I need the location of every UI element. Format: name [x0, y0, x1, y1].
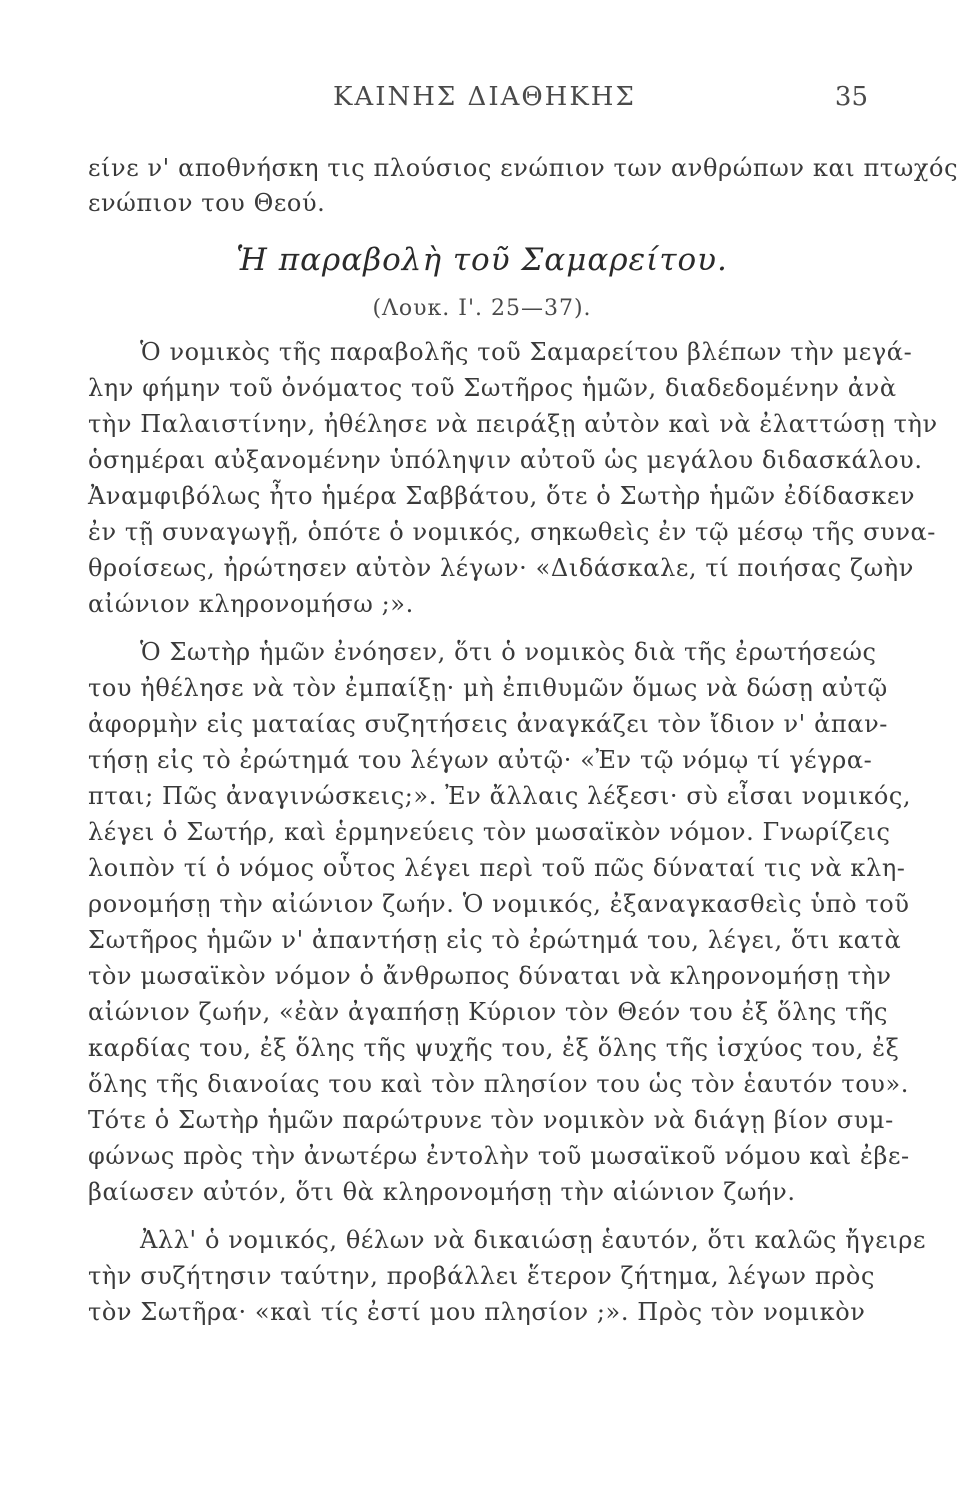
text-line: λοιπὸν τί ὁ νόμος οὗτος λέγει περὶ τοῦ πῶς δύναταί τις νὰ κλη-: [88, 854, 906, 882]
text-line: Ἀλλ' ὁ νομικός, θέλων νὰ δικαιώσῃ ἑαυτόν, ὅτι καλῶς ἤγειρε: [140, 1226, 926, 1254]
text-line: τὴν συζήτησιν ταύτην, προβάλλει ἕτερον ζήτημα, λέγων πρὸς: [88, 1262, 876, 1290]
text-line: ἐν τῇ συναγωγῇ, ὁπότε ὁ νομικός, σηκωθεὶς ἐν τῷ μέσῳ τῆς συνα-: [88, 518, 937, 546]
text-line: τὴν Παλαιστίνην, ἠθέλησε νὰ πειράξῃ αὐτὸν καὶ νὰ ἐλαττώσῃ τὴν: [88, 410, 938, 438]
text-line: βαίωσεν αὐτόν, ὅτι θὰ κληρονομήσῃ τὴν αἰώνιον ζωήν.: [88, 1178, 796, 1206]
text-line: ὅλης τῆς διανοίας του καὶ τὸν πλησίον του ὡς τὸν ἑαυτόν του».: [88, 1070, 909, 1098]
page-number: 35: [834, 82, 868, 112]
text-line: Ἀναμφιβόλως ἦτο ἡμέρα Σαββάτου, ὅτε ὁ Σωτὴρ ἡμῶν ἐδίδασκεν: [88, 482, 916, 510]
text-line: αἰώνιον ζωήν, «ἐὰν ἀγαπήσῃ Κύριον τὸν Θεόν του ἐξ ὅλης τῆς: [88, 998, 889, 1026]
text-line: λέγει ὁ Σωτήρ, καὶ ἑρμηνεύεις τὸν μωσαϊκὸν νόμον. Γνωρίζεις: [88, 818, 891, 846]
text-line: Ὁ νομικὸς τῆς παραβολῆς τοῦ Σαμαρείτου βλέπων τὴν μεγά-: [140, 338, 913, 366]
running-head: [88, 82, 868, 118]
text-line: αἰώνιον κληρονομήσω ;».: [88, 590, 414, 618]
running-head-title: ΚΑΙΝΗΣ ΔΙΑΘΗΚΗΣ: [333, 82, 636, 112]
text-line: ἀφορμὴν εἰς ματαίας συζητήσεις ἀναγκάζει τὸν ἴδιον ν' ἀπαν-: [88, 710, 888, 738]
text-line: Σωτῆρος ἡμῶν ν' ἀπαντήσῃ εἰς τὸ ἐρώτημά του, λέγει, ὅτι κατὰ: [88, 926, 902, 954]
text-line: τὸν μωσαϊκὸν νόμον ὁ ἄνθρωπος δύναται νὰ κληρονομήσῃ τὴν: [88, 962, 892, 990]
text-line: Ὁ Σωτὴρ ἡμῶν ἐνόησεν, ὅτι ὁ νομικὸς διὰ τῆς ἐρωτήσεώς: [140, 638, 877, 666]
text-line: τὸν Σωτῆρα· «καὶ τίς ἐστί μου πλησίον ;». Πρὸς τὸν νομικὸν: [88, 1298, 866, 1326]
text-line: πται; Πῶς ἀναγινώσκεις;». Ἐν ἄλλαις λέξεσι· σὺ εἶσαι νομικός,: [88, 782, 912, 810]
section-title: Ἡ παραβολὴ τοῦ Σαμαρείτου.: [236, 242, 728, 278]
text-line: ὁσημέραι αὐξανομένην ὑπόληψιν αὐτοῦ ὡς μεγάλου διδασκάλου.: [88, 446, 923, 474]
section-reference: (Λουκ. Ι'. 25—37).: [372, 296, 592, 321]
text-line: είνε ν' αποθνήσκη τις πλούσιος ενώπιον των ανθρώπων και πτωχός: [88, 154, 959, 182]
text-line: φώνως πρὸς τὴν ἀνωτέρω ἐντολὴν τοῦ μωσαϊκοῦ νόμου καὶ ἐβε-: [88, 1142, 910, 1170]
text-line: ενώπιον του Θεού.: [88, 189, 326, 217]
text-line: θροίσεως, ἠρώτησεν αὐτὸν λέγων· «Διδάσκαλε, τί ποιήσας ζωὴν: [88, 554, 914, 582]
text-line: τήσῃ εἰς τὸ ἐρώτημά του λέγων αὐτῷ· «Ἐν τῷ νόμῳ τί γέγρα-: [88, 746, 873, 774]
text-line: καρδίας του, ἐξ ὅλης τῆς ψυχῆς του, ἐξ ὅλης τῆς ἰσχύος του, ἐξ: [88, 1034, 900, 1062]
text-line: Τότε ὁ Σωτὴρ ἡμῶν παρώτρυνε τὸν νομικὸν νὰ διάγῃ βίον συμ-: [88, 1106, 894, 1134]
text-line: λην φήμην τοῦ ὀνόματος τοῦ Σωτῆρος ἡμῶν, διαδεδομένην ἀνὰ: [88, 374, 897, 402]
text-line: ρονομήσῃ τὴν αἰώνιον ζωήν. Ὁ νομικός, ἐξαναγκασθεὶς ὑπὸ τοῦ: [88, 890, 910, 918]
text-line: του ἠθέλησε νὰ τὸν ἐμπαίξῃ· μὴ ἐπιθυμῶν ὅμως νὰ δώσῃ αὐτῷ: [88, 674, 888, 702]
